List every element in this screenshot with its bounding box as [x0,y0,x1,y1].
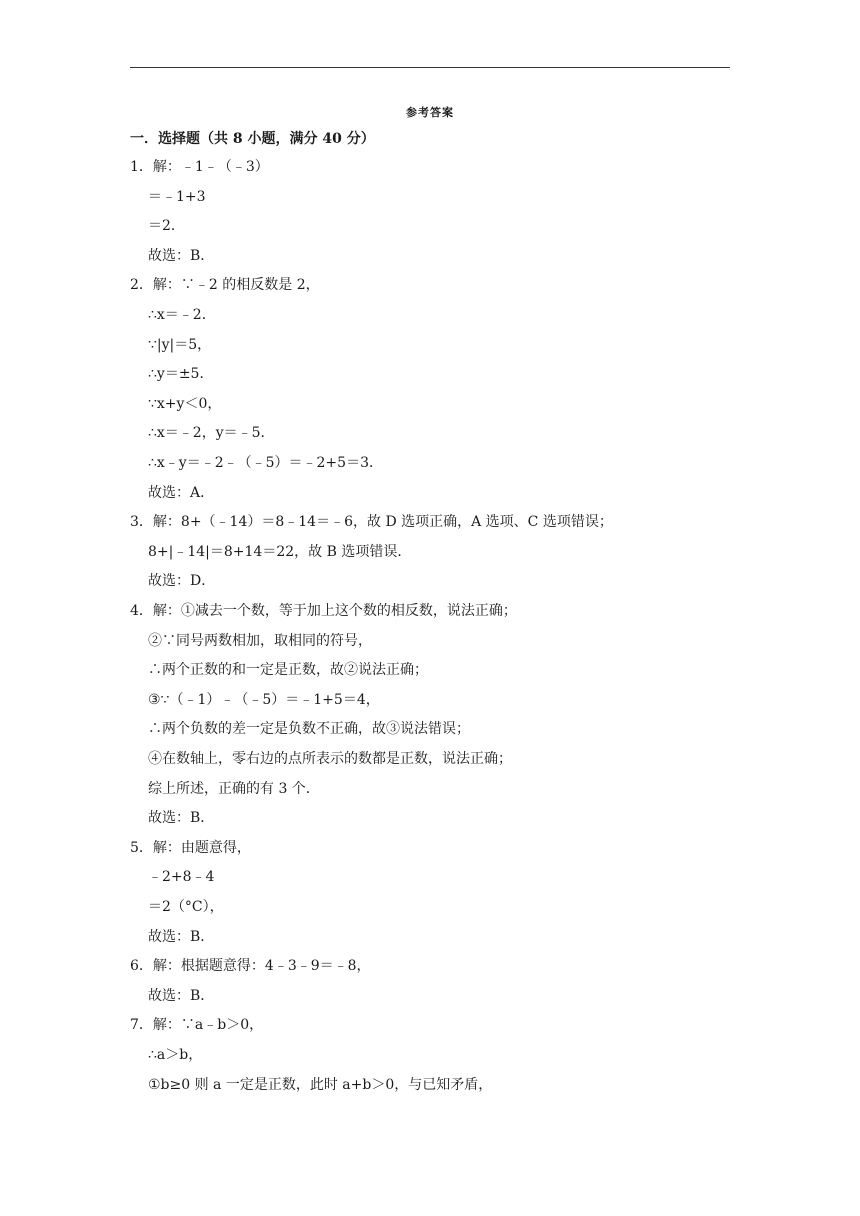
answer-line: ∴两个负数的差一定是负数不正确，故③说法错误； [148,721,470,738]
answer-line: 3．解：8+（﹣14）＝8﹣14＝﹣6，故 D 选项正确，A 选项、C 选项错误； [130,514,613,531]
answer-line: ∴两个正数的和一定是正数，故②说法正确； [148,662,428,679]
answer-line: ∴x＝﹣2，y＝﹣5． [148,425,275,442]
answer-line: 1．解：﹣1﹣（﹣3） [130,159,269,175]
answer-line: 故选：B． [148,247,215,264]
answer-line: ∵x+y＜0， [148,395,222,412]
answer-line: 6．解：根据题意得：4﹣3﹣9＝﹣8， [130,958,371,975]
answer-line: ∴y＝±5． [148,366,214,383]
answer-line: ∵|y|＝5， [148,336,212,353]
answer-line: ④在数轴上，零右边的点所表示的数都是正数，说法正确； [148,751,512,767]
answer-line: ∴x﹣y＝﹣2﹣（﹣5）＝﹣2+5＝3． [148,455,383,471]
answer-line: 故选：A． [148,484,215,501]
answer-line: ﹣2+8﹣4 [148,869,215,886]
answer-line: ∴a＞b， [148,1047,203,1063]
answer-line: 5．解：由题意得， [130,839,251,856]
header-rule [130,67,730,68]
answer-line: ∴x＝﹣2． [148,307,216,323]
answer-line: ＝﹣1+3 [148,188,206,205]
answer-line: 故选：B． [148,810,215,827]
answer-line: 故选：D． [148,573,216,590]
answer-line: ＝2（°C）， [148,899,224,915]
answer-line: 综上所述，正确的有 3 个． [148,780,320,797]
answer-line: 2．解：∵﹣2 的相反数是 2， [130,277,320,294]
answer-line: 故选：B． [148,928,215,945]
answer-line: 8+|﹣14|＝8+14＝22，故 B 选项错误． [148,543,412,560]
answer-line: ＝2． [148,218,185,235]
answer-line: 故选：B． [148,987,215,1004]
document-title: 参考答案 [406,106,454,119]
answer-line: ①b≥0 则 a 一定是正数，此时 a+b＞0，与已知矛盾， [148,1076,493,1093]
answer-line: 7．解：∵a﹣b＞0， [130,1017,264,1034]
section-heading: 一．选择题（共 8 小题，满分 40 分） [130,131,375,147]
answer-line: 4．解：①减去一个数，等于加上这个数的相反数，说法正确； [130,603,517,619]
answer-line: ②∵同号两数相加，取相同的符号， [148,632,372,649]
answer-line: ③∵（﹣1）﹣（﹣5）＝﹣1+5＝4， [148,691,380,708]
